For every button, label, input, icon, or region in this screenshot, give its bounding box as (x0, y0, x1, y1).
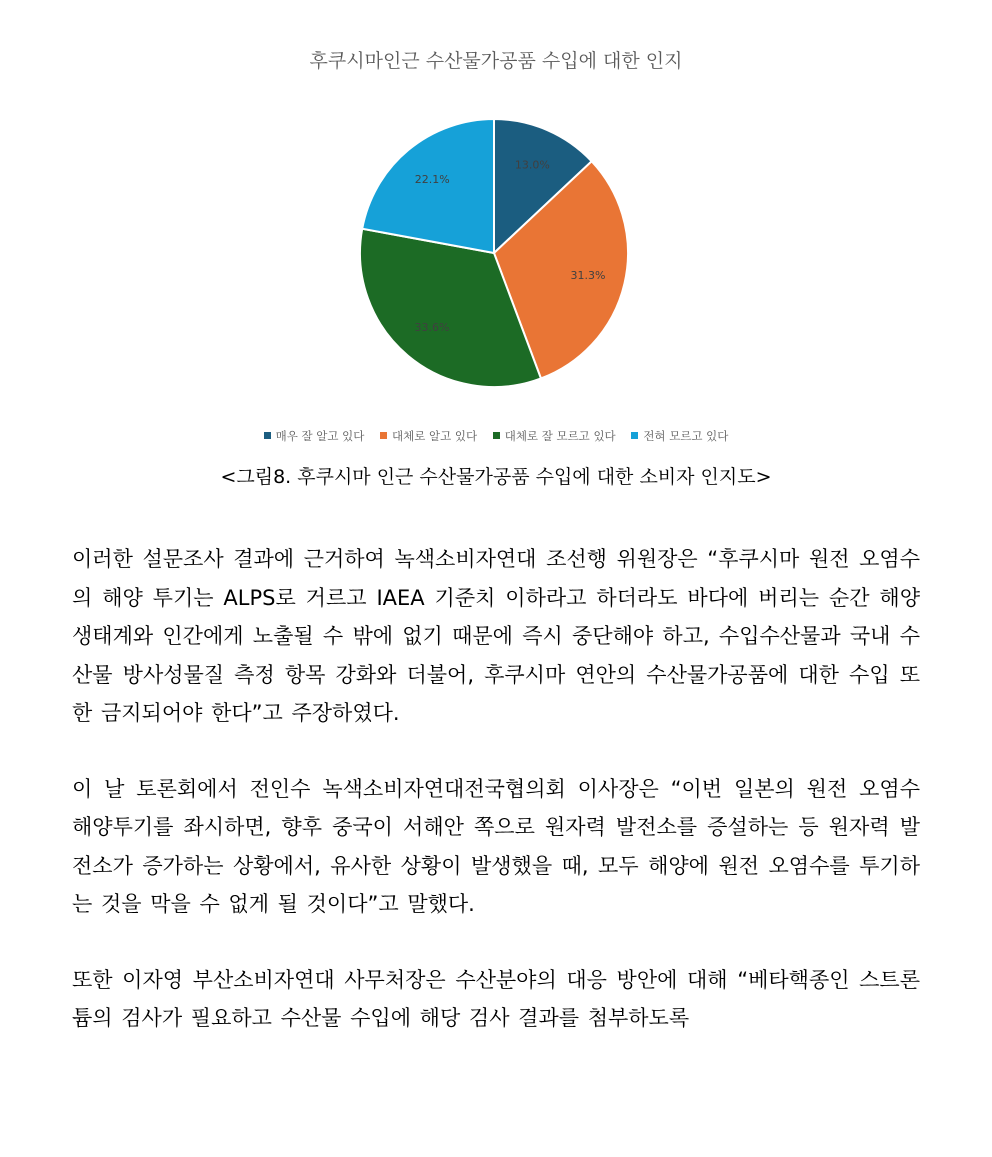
body-text (72, 540, 920, 1075)
legend-label: 대체로 잘 모르고 있다 (504, 429, 616, 443)
pie-data-label-not-aware: 22.1% (414, 172, 450, 186)
legend-swatch (380, 432, 387, 439)
legend-item-mostly-aware (380, 428, 477, 444)
pie-data-label-very-aware: 13.0% (514, 158, 550, 172)
pie-slice-not-aware (362, 119, 494, 253)
legend-swatch (493, 432, 500, 439)
paragraph-1: 이러한 설문조사 결과에 근거하여 녹색소비자연대 조선행 위원장은 “후쿠시마 원전 오염수의 해양 투기는 ALPS로 거르고 IAEA 기준치 이하라고 하더라도 바다에 버리는 순간 해양생태계와 인간에게 노출될 수 밖에 없기 때문에 즉시 중단해야 하고, 수입수산물과 국내 수산물 방사성물질 측정 항목 강화와 더불어, 후쿠시마 연안의 수산물가공품에 대한 수입 또한 금지되어야 한다”고 주장하였다. (72, 547, 920, 725)
legend-swatch (264, 432, 271, 439)
legend-label: 대체로 알고 있다 (391, 429, 478, 443)
legend-item-mostly-unaware (493, 428, 616, 444)
chart-legend (0, 428, 992, 444)
legend-label: 매우 잘 알고 있다 (275, 429, 365, 443)
pie-chart-figure (0, 0, 992, 500)
pie-data-label-mostly-unaware: 33.6% (414, 320, 450, 334)
figure-caption: <그림8. 후쿠시마 인근 수산물가공품 수입에 대한 소비자 인지도> (220, 466, 772, 488)
legend-item-very-aware (264, 428, 365, 444)
pie-chart (0, 0, 992, 420)
pie-data-label-mostly-aware: 31.3% (570, 268, 606, 282)
legend-label: 전혀 모르고 있다 (643, 429, 729, 443)
legend-swatch (631, 432, 638, 439)
chart-title: 후쿠시마인근 수산물가공품 수입에 대한 인지 (309, 50, 683, 72)
legend-item-not-aware (631, 428, 728, 444)
paragraph-2: 이 날 토론회에서 전인수 녹색소비자연대전국협의회 이사장은 “이번 일본의 원전 오염수 해양투기를 좌시하면, 향후 중국이 서해안 쪽으로 원자력 발전소를 증설하는 등 원자력 발전소가 증가하는 상황에서, 유사한 상황이 발생했을 때, 모두 해양에 원전 오염수를 투기하는 것을 막을 수 없게 될 것이다”고 말했다. (72, 776, 920, 916)
paragraph-3: 또한 이자영 부산소비자연대 사무처장은 수산분야의 대응 방안에 대해 “베타핵종인 스트론튬의 검사가 필요하고 수산물 수입에 해당 검사 결과를 첨부하도록 (72, 967, 920, 1030)
